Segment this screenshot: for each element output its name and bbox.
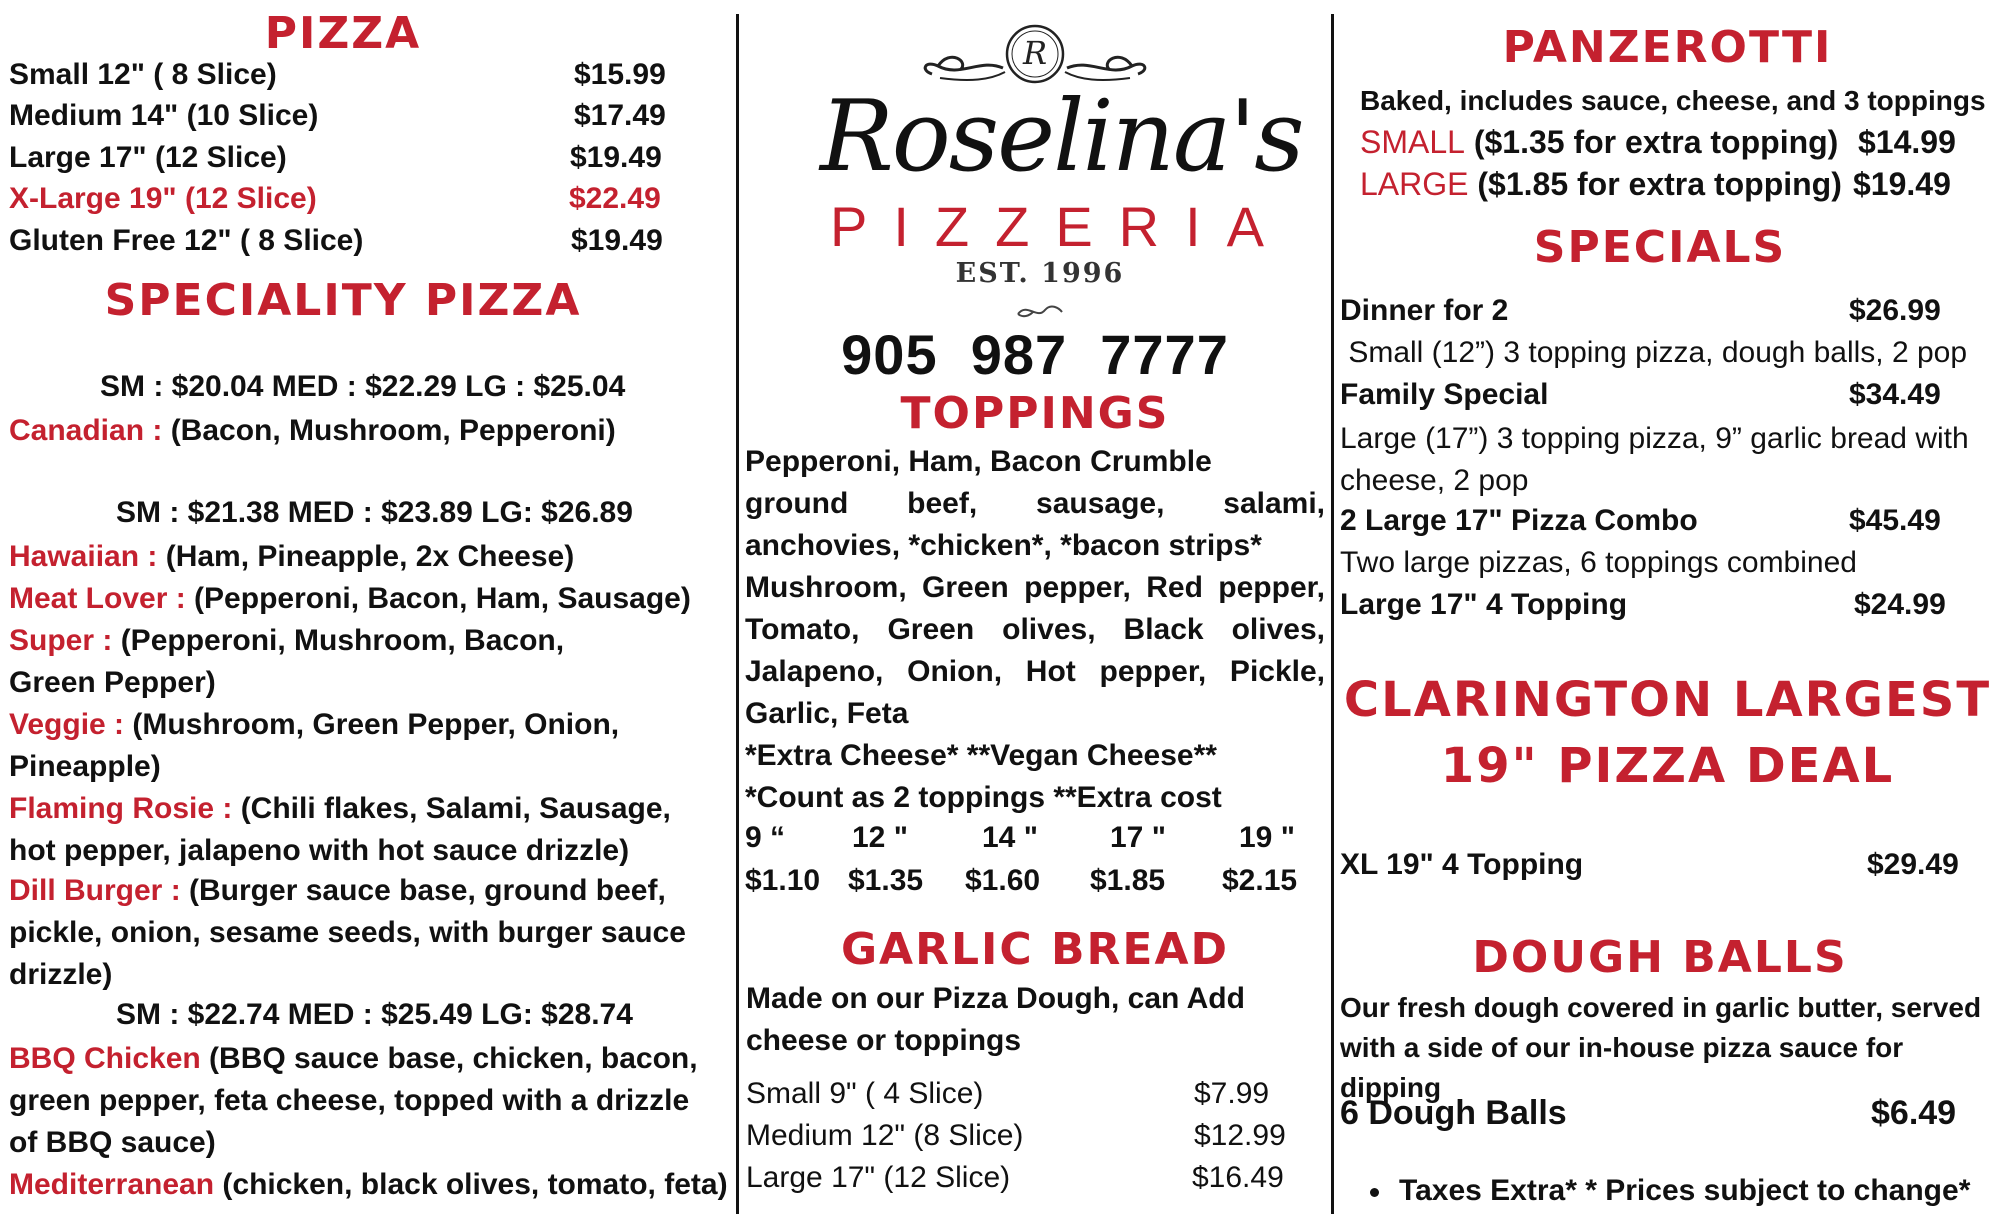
pizza-price-small: $15.99 bbox=[574, 58, 666, 91]
panzerotti-small-price: $14.99 bbox=[1858, 124, 1956, 160]
special-combo: 2 Large 17" Pizza Combo bbox=[1340, 504, 1698, 537]
panzerotti-large-extra: ($1.85 for extra topping) bbox=[1468, 166, 1842, 202]
garlic-price-medium: $12.99 bbox=[1194, 1119, 1286, 1152]
pizza-item-name: X-Large 19" (12 Slice) bbox=[9, 182, 317, 215]
speciality-tier1-prices: SM : $20.04 MED : $22.29 LG : $25.04 bbox=[100, 370, 626, 403]
speciality-item-name: Canadian : bbox=[9, 414, 163, 447]
pizza-heading: PIZZA bbox=[264, 8, 422, 59]
garlic-price-large: $16.49 bbox=[1192, 1161, 1284, 1194]
phone-number: 905 987 7777 bbox=[841, 323, 1229, 386]
disclaimer-text: Taxes Extra* * Prices subject to change* bbox=[1399, 1174, 1971, 1207]
topping-size-19: 19 " bbox=[1239, 821, 1295, 854]
pizza-item-gluten-free bbox=[9, 224, 363, 258]
speciality-item-mediterranean bbox=[9, 1164, 729, 1206]
column-divider-right bbox=[1331, 14, 1334, 1214]
clarington-heading-line1: CLARINGTON LARGEST bbox=[1343, 672, 1992, 728]
panzerotti-small bbox=[1360, 124, 1838, 161]
topping-size-17: 17 " bbox=[1110, 821, 1166, 854]
speciality-item-name: Dill Burger : bbox=[9, 874, 181, 907]
logo-monogram: R bbox=[1022, 34, 1048, 72]
dough-balls-price: $6.49 bbox=[1871, 1094, 1957, 1132]
garlic-item-large: Large 17" (12 Slice) bbox=[746, 1161, 1011, 1194]
speciality-item-desc: (chicken, black olives, tomato, feta) bbox=[214, 1168, 728, 1201]
speciality-tier2-prices: SM : $21.38 MED : $23.89 LG: $26.89 bbox=[116, 496, 633, 529]
speciality-item-super bbox=[9, 620, 659, 704]
dough-balls-item: 6 Dough Balls bbox=[1340, 1094, 1567, 1132]
bullet-icon bbox=[1370, 1188, 1379, 1197]
column-divider-left bbox=[736, 14, 739, 1214]
speciality-item-name: Meat Lover : bbox=[9, 582, 186, 615]
disclaimer bbox=[1370, 1174, 1970, 1208]
panzerotti-large bbox=[1360, 166, 1842, 203]
special-family-price: $34.49 bbox=[1849, 378, 1941, 411]
speciality-item-veggie bbox=[9, 704, 629, 788]
garlic-bread-desc: Made on our Pizza Dough, can Add cheese or toppings bbox=[746, 982, 1245, 1057]
special-combo-price: $45.49 bbox=[1849, 504, 1941, 537]
garlic-item-small: Small 9" ( 4 Slice) bbox=[746, 1077, 984, 1110]
garlic-bread-heading: GARLIC BREAD bbox=[840, 924, 1230, 975]
logo-pizzeria: PIZZERIA bbox=[830, 195, 1291, 258]
panzerotti-heading: PANZEROTTI bbox=[1502, 22, 1833, 73]
dough-balls-desc: Our fresh dough covered in garlic butter, served with a side of our in-house pizza sauce for dipping bbox=[1340, 992, 1982, 1103]
garlic-price-small: $7.99 bbox=[1194, 1077, 1270, 1110]
special-dinner-for-2-desc: Small (12”) 3 topping pizza, dough balls, 2 pop bbox=[1340, 336, 1968, 369]
pizza-item-name: Small 12" ( 8 Slice) bbox=[9, 58, 277, 91]
special-large-4-topping: Large 17" 4 Topping bbox=[1340, 588, 1628, 621]
speciality-heading: SPECIALITY PIZZA bbox=[104, 275, 582, 326]
dough-balls-heading: DOUGH BALLS bbox=[1472, 932, 1848, 983]
speciality-item-name: Veggie : bbox=[9, 708, 125, 741]
speciality-item-meat-lover bbox=[9, 578, 729, 620]
pizza-item-large bbox=[9, 141, 287, 175]
special-family: Family Special bbox=[1340, 378, 1549, 411]
special-family-desc: Large (17”) 3 topping pizza, 9” garlic bread with cheese, 2 pop bbox=[1340, 422, 1969, 497]
panzerotti-large-price: $19.49 bbox=[1853, 166, 1951, 202]
topping-price-12: $1.35 bbox=[848, 864, 924, 897]
topping-size-12: 12 " bbox=[852, 821, 908, 854]
speciality-item-hawaiian bbox=[9, 536, 729, 578]
toppings-line-1: Pepperoni, Ham, Bacon Crumble bbox=[745, 445, 1212, 478]
speciality-item-desc: (Ham, Pineapple, 2x Cheese) bbox=[157, 540, 575, 573]
special-combo-desc: Two large pizzas, 6 toppings combined bbox=[1340, 546, 1857, 579]
pizza-price-gluten-free: $19.49 bbox=[571, 224, 663, 257]
speciality-item-desc: (Mushroom, Green Pepper, Onion, Pineapple) bbox=[9, 708, 620, 783]
speciality-item-canadian bbox=[9, 410, 729, 452]
speciality-item-desc: (Pepperoni, Mushroom, Bacon, Green Pepper) bbox=[9, 624, 565, 699]
topping-price-9: $1.10 bbox=[745, 864, 821, 897]
speciality-item-desc: (Burger sauce base, ground beef, pickle, onion, sesame seeds, with burger sauce drizzle) bbox=[9, 874, 686, 991]
toppings-line-5: *Count as 2 toppings **Extra cost bbox=[745, 781, 1222, 814]
toppings-heading: TOPPINGS bbox=[900, 388, 1170, 439]
panzerotti-small-label: SMALL bbox=[1360, 124, 1465, 160]
pizza-item-name: Large 17" (12 Slice) bbox=[9, 141, 287, 174]
pizza-item-medium bbox=[9, 99, 318, 133]
pizza-item-xlarge bbox=[9, 182, 317, 216]
topping-price-17: $1.85 bbox=[1090, 864, 1166, 897]
clarington-heading-line2: 19" PIZZA DEAL bbox=[1440, 738, 1895, 794]
speciality-item-name: BBQ Chicken bbox=[9, 1042, 201, 1075]
speciality-item-bbq-chicken bbox=[9, 1038, 719, 1164]
pizza-item-name: Medium 14" (10 Slice) bbox=[9, 99, 319, 132]
topping-size-9: 9 “ bbox=[745, 821, 786, 854]
panzerotti-large-label: LARGE bbox=[1360, 166, 1469, 202]
topping-price-19: $2.15 bbox=[1222, 864, 1298, 897]
special-large-4-topping-price: $24.99 bbox=[1854, 588, 1946, 621]
speciality-item-desc: (Bacon, Mushroom, Pepperoni) bbox=[162, 414, 616, 447]
toppings-line-4: *Extra Cheese* **Vegan Cheese** bbox=[745, 739, 1217, 772]
pizza-item-small bbox=[9, 58, 277, 92]
special-dinner-for-2: Dinner for 2 bbox=[1340, 294, 1509, 327]
panzerotti-small-extra: ($1.35 for extra topping) bbox=[1464, 124, 1839, 160]
clarington-item: XL 19" 4 Topping bbox=[1340, 848, 1584, 881]
speciality-item-desc: (Pepperoni, Bacon, Ham, Sausage) bbox=[185, 582, 691, 615]
speciality-item-desc: (BBQ sauce base, chicken, bacon, green pepper, feta cheese, topped with a drizzle of BBQ sauce) bbox=[9, 1042, 698, 1159]
topping-price-14: $1.60 bbox=[965, 864, 1041, 897]
panzerotti-desc: Baked, includes sauce, cheese, and 3 toppings bbox=[1360, 85, 1986, 116]
speciality-item-name: Super : bbox=[9, 624, 113, 657]
speciality-item-name: Mediterranean bbox=[9, 1168, 215, 1201]
garlic-item-medium: Medium 12" (8 Slice) bbox=[746, 1119, 1024, 1152]
topping-size-14: 14 " bbox=[982, 821, 1038, 854]
logo-script-name: Roselina's bbox=[820, 80, 1303, 194]
toppings-line-3: Mushroom, Green pepper, Red pepper, Tomato, Green olives, Black olives, Jalapeno, Onion, Hot pepper, Pickle, Garlic, Feta bbox=[745, 571, 1325, 730]
pizza-price-medium: $17.49 bbox=[574, 99, 666, 132]
speciality-item-name: Flaming Rosie : bbox=[9, 792, 233, 825]
flourish-icon bbox=[1015, 300, 1065, 322]
clarington-price: $29.49 bbox=[1867, 848, 1959, 881]
special-dinner-for-2-price: $26.99 bbox=[1849, 294, 1941, 327]
speciality-item-name: Hawaiian : bbox=[9, 540, 158, 573]
est-year: EST. 1996 bbox=[955, 258, 1125, 289]
speciality-tier3-prices: SM : $22.74 MED : $25.49 LG: $28.74 bbox=[116, 998, 633, 1031]
speciality-item-dill-burger bbox=[9, 870, 737, 996]
toppings-line-2: ground beef, sausage, salami, anchovies, *chicken*, *bacon strips* bbox=[745, 487, 1325, 562]
pizza-price-large: $19.49 bbox=[570, 141, 662, 174]
speciality-item-desc: (Chili flakes, Salami, Sausage, hot pepper, jalapeno with hot sauce drizzle) bbox=[9, 792, 671, 867]
specials-heading: SPECIALS bbox=[1533, 222, 1787, 273]
pizza-item-name: Gluten Free 12" ( 8 Slice) bbox=[9, 224, 364, 257]
speciality-item-flaming-rosie bbox=[9, 788, 719, 872]
pizza-price-xlarge: $22.49 bbox=[569, 182, 661, 215]
